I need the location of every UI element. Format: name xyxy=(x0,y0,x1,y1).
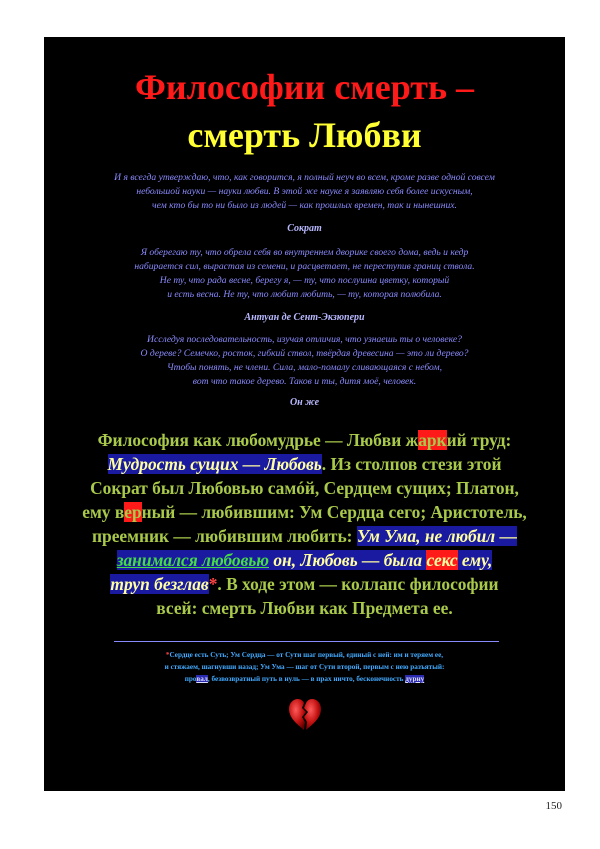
poem xyxy=(54,428,555,620)
poem-line xyxy=(54,452,555,476)
epigraph-3-line: Чтобы понять, не члени. Сила, мало-помалу сливающаяся с небом, xyxy=(167,362,442,373)
epigraph-2-line: Я оберегаю ту, что обрела себя во внутреннем дворике своего дома, ведь и кедр xyxy=(140,247,469,258)
footnote-line xyxy=(64,649,545,661)
footnote-link[interactable]: дурну xyxy=(405,675,425,683)
epigraph-2-line: Не ту, что рада весне, берегу я, — ту, что послушна цветку, который xyxy=(159,275,450,286)
footnote-star: * xyxy=(165,651,170,659)
poem-line: Сократ был Любовью самóй, Сердцем сущих; Платон, xyxy=(90,478,519,498)
footnote-text: , безвозвратный путь в нуль — в прах ничто, бесконечность xyxy=(207,675,406,683)
poem-highlight: он, Любовь — была xyxy=(269,550,427,570)
poem-highlight: секс xyxy=(426,550,458,570)
poem-line xyxy=(54,524,555,548)
poem-line xyxy=(54,500,555,524)
epigraph-3 xyxy=(44,333,565,389)
epigraph-3-line: О дереве? Семечко, росток, гибкий ствол, твёрдая древесина — это ли дерево? xyxy=(140,348,469,359)
epigraph-1-line: чем кто бы то ни было из людей — как прошлых времен, так и нынешних. xyxy=(152,200,457,211)
footnote-star[interactable]: * xyxy=(208,574,218,594)
epigraph-2-line: набирается сил, вырастая из семени, и расцветает, не переступив границ ствола. xyxy=(134,261,475,272)
poem-highlight: труп безглав xyxy=(110,574,209,594)
poem-highlight: ему, xyxy=(457,550,493,570)
poem-line xyxy=(54,548,555,572)
poem-text: . В ходе этом — коллапс философии xyxy=(217,574,499,594)
footnote-text: Сердце есть Суть; Ум Сердца — от Сути шаг первый, единый с ней: им и теряем ее, xyxy=(169,651,444,659)
page-number: 150 xyxy=(545,800,562,812)
footnote-line: и стяжаем, шагнувши назад; Ум Ума — шаг от Сути второй, первым с нею разъятый: xyxy=(164,663,445,671)
poem-highlight: Мудрость сущих — Любовь xyxy=(107,454,322,474)
epigraph-2-author: Антуан де Сент-Экзюпери xyxy=(244,312,365,323)
poem-highlight: ер xyxy=(124,502,142,522)
epigraph-3-author: Он же xyxy=(289,397,320,408)
poem-line xyxy=(54,572,555,596)
poem-text: ий труд: xyxy=(446,430,512,450)
poem-line: всей: смерть Любви как Предмета ее. xyxy=(156,598,453,618)
poem-text: ный — любившим: Ум Сердца сего; Аристотель, xyxy=(141,502,527,522)
epigraph-1-author: Сократ xyxy=(287,223,322,234)
footnote-line xyxy=(64,673,545,685)
footnote-divider xyxy=(114,641,499,642)
footnote xyxy=(64,649,545,685)
footnote-text: про xyxy=(184,675,197,683)
epigraph-1-line: И я всегда утверждаю, что, как говорится, я полный неуч во всем, кроме разве одной совсем xyxy=(114,172,495,183)
poem-line xyxy=(54,428,555,452)
poem-text: преемник — любившим любить: xyxy=(92,526,357,546)
title-line-1: Философии смерть – xyxy=(135,67,474,107)
epigraph-1-line: небольшой науки — науки любви. В этой же науке я заявляю себя более искусным, xyxy=(136,186,473,197)
page-panel xyxy=(44,37,565,791)
broken-heart-icon xyxy=(287,697,323,733)
poem-text: . Из столпов стези этой xyxy=(321,454,502,474)
poem-highlight: арк xyxy=(418,430,447,450)
epigraph-2 xyxy=(44,246,565,302)
epigraph-3-line: Исследуя последовательность, изучая отличия, что узнаешь ты о человеке? xyxy=(147,334,462,345)
epigraph-3-line: вот что такое дерево. Таков и ты, дитя моё, человек. xyxy=(192,376,417,387)
footnote-link[interactable]: вал xyxy=(196,675,208,683)
poem-highlight: Ум Ума, не любил — xyxy=(356,526,517,546)
poem-text: ему в xyxy=(82,502,125,522)
epigraph-1 xyxy=(44,171,565,213)
poem-text: Философия как любомудрье — Любви ж xyxy=(97,430,419,450)
epigraph-2-line: и есть весна. Не ту, что любит любить, — ту, которая полюбила. xyxy=(167,289,442,300)
title-line-2: смерть Любви xyxy=(187,115,422,155)
poem-underlined: занимался любовью xyxy=(116,550,269,570)
